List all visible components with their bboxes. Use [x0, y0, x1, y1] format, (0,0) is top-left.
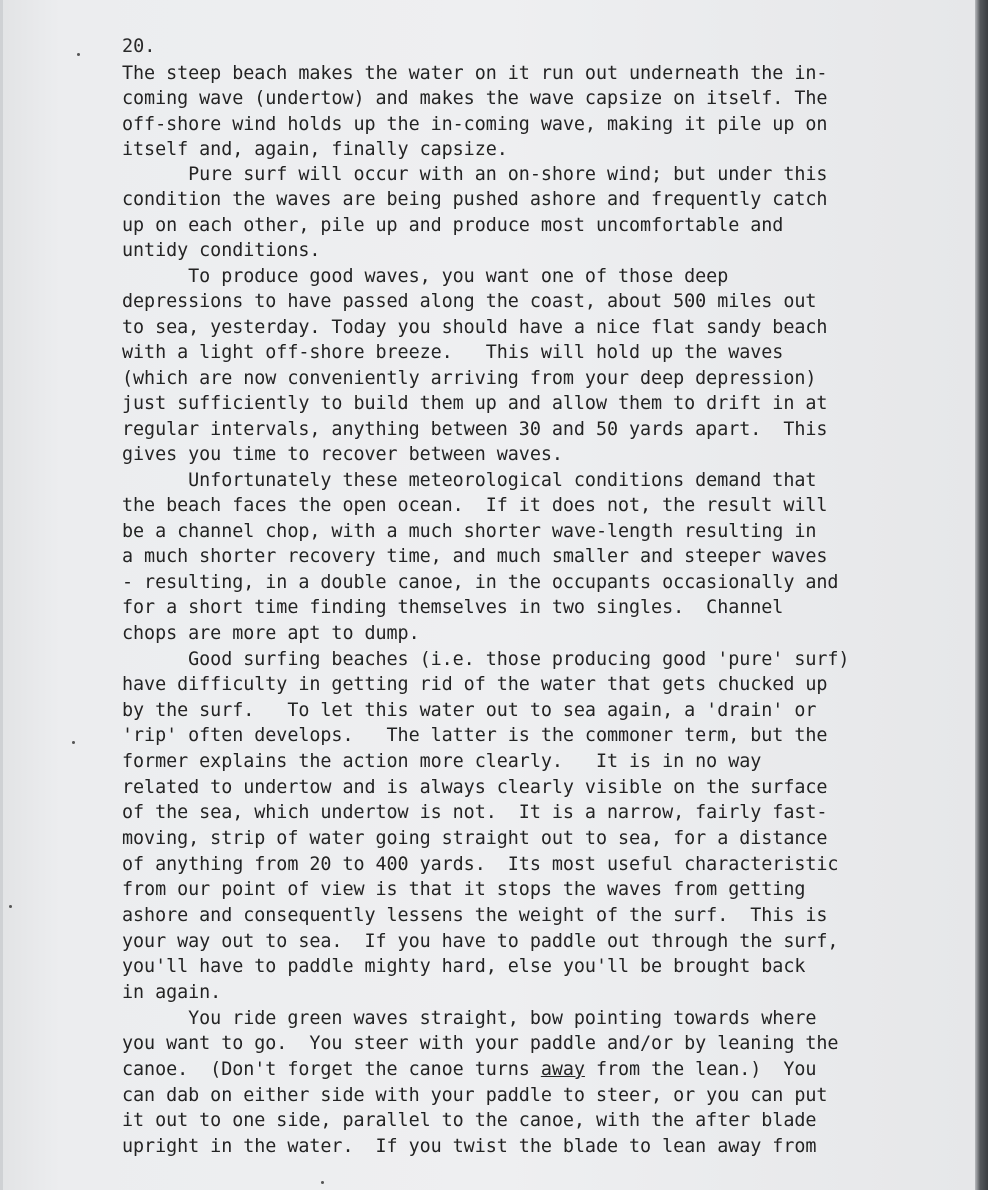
- page-right-edge-shadow: [975, 0, 988, 1190]
- text-line-part: from the lean.) You: [584, 1059, 817, 1080]
- text-line: Pure surf will occur with an on-shore wind; but under this: [122, 164, 828, 185]
- text-line: Unfortunately these meteorological conditions demand that: [122, 470, 817, 491]
- text-line: [122, 1057, 816, 1082]
- text-line: the beach faces the open ocean. If it does not, the result will: [122, 495, 828, 516]
- text-line: in again.: [122, 982, 222, 1003]
- text-line: condition the waves are being pushed ashore and frequently catch: [122, 189, 828, 210]
- text-line: (which are now conveniently arriving from your deep depression): [122, 368, 817, 389]
- text-line: by the surf. To let this water out to sea again, a 'drain' or: [122, 700, 817, 721]
- text-line: just sufficiently to build them up and allow them to drift in at: [122, 393, 828, 414]
- text-line: regular intervals, anything between 30 and 50 yards apart. This: [122, 419, 828, 440]
- text-line: to sea, yesterday. Today you should have a nice flat sandy beach: [122, 317, 828, 338]
- text-line: untidy conditions.: [122, 240, 321, 261]
- page-left-edge: [0, 0, 3, 1190]
- underlined-word: away: [540, 1059, 585, 1080]
- text-line: off-shore wind holds up the in-coming wave, making it pile up on: [122, 114, 828, 135]
- text-line: related to undertow and is always clearly visible on the surface: [122, 777, 828, 798]
- text-line: from our point of view is that it stops the waves from getting: [122, 879, 806, 900]
- text-line: You ride green waves straight, bow pointing towards where: [122, 1008, 817, 1029]
- text-line: 'rip' often develops. The latter is the commoner term, but the: [122, 725, 828, 746]
- text-line: former explains the action more clearly. It is in no way: [122, 751, 762, 772]
- text-line: you want to go. You steer with your paddle and/or by leaning the: [122, 1033, 839, 1054]
- text-line: ashore and consequently lessens the weight of the surf. This is: [122, 905, 828, 926]
- margin-speck: [77, 53, 80, 56]
- text-line: you'll have to paddle mighty hard, else you'll be brought back: [122, 956, 806, 977]
- text-line: be a channel chop, with a much shorter wave-length resulting in: [122, 521, 817, 542]
- text-line: To produce good waves, you want one of those deep: [122, 266, 729, 287]
- text-line: coming wave (undertow) and makes the wave capsize on itself. The: [122, 88, 828, 109]
- text-line: of the sea, which undertow is not. It is a narrow, fairly fast-: [122, 802, 828, 823]
- text-line: moving, strip of water going straight out to sea, for a distance: [122, 828, 828, 849]
- text-line: depressions to have passed along the coast, about 500 miles out: [122, 291, 817, 312]
- text-line: for a short time finding themselves in two singles. Channel: [122, 597, 784, 618]
- text-line: - resulting, in a double canoe, in the occupants occasionally and: [122, 572, 839, 593]
- text-line: of anything from 20 to 400 yards. Its most useful characteristic: [122, 854, 839, 875]
- text-line: with a light off-shore breeze. This will hold up the waves: [122, 342, 784, 363]
- margin-speck: [72, 741, 75, 744]
- text-line: gives you time to recover between waves.: [122, 444, 563, 465]
- text-line-part: canoe. (Don't forget the canoe turns: [122, 1059, 541, 1080]
- text-line: a much shorter recovery time, and much smaller and steeper waves: [122, 546, 828, 567]
- margin-speck: [321, 1181, 324, 1184]
- page-number: 20.: [122, 36, 156, 57]
- text-line: Good surfing beaches (i.e. those producing good 'pure' surf): [122, 649, 850, 670]
- text-line: up on each other, pile up and produce most uncomfortable and: [122, 215, 784, 236]
- text-line: your way out to sea. If you have to paddle out through the surf,: [122, 931, 839, 952]
- text-line: itself and, again, finally capsize.: [122, 139, 508, 160]
- text-line: have difficulty in getting rid of the water that gets chucked up: [122, 674, 828, 695]
- text-line: it out to one side, parallel to the canoe, with the after blade: [122, 1110, 817, 1131]
- text-line: chops are more apt to dump.: [122, 623, 420, 644]
- text-line: can dab on either side with your paddle to steer, or you can put: [122, 1085, 828, 1106]
- text-line: The steep beach makes the water on it run out underneath the in-: [122, 63, 828, 84]
- text-line: upright in the water. If you twist the blade to lean away from: [122, 1136, 817, 1157]
- margin-speck: [9, 905, 12, 908]
